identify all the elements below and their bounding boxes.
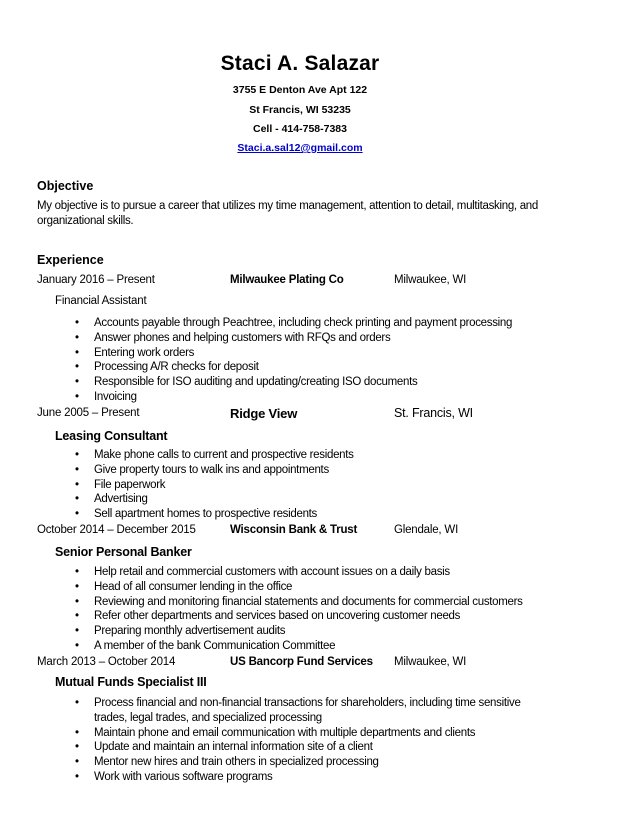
list-item: • File paperwork — [75, 478, 166, 491]
job-company: US Bancorp Fund Services — [230, 656, 373, 668]
list-item: • Process financial and non-financial transactions for shareholders, including time sensitive trades, legal trades, and specialized processing — [75, 697, 521, 724]
bullet-dot-icon: • — [75, 595, 79, 608]
bullet-dot-icon: • — [75, 508, 79, 521]
job-dates: March 2013 – October 2014 — [37, 656, 176, 668]
job-dates: October 2014 – December 2015 — [37, 524, 196, 536]
bullet-dot-icon: • — [75, 317, 79, 329]
list-item: • Update and maintain an internal information site of a client — [75, 741, 373, 754]
list-item: • Accounts payable through Peachtree, including check printing and payment processing — [75, 317, 513, 329]
list-item: • Processing A/R checks for deposit — [75, 361, 259, 374]
job-duties-list — [0, 565, 560, 654]
list-item: • Responsible for ISO auditing and updating/creating ISO documents — [75, 376, 418, 389]
job-role: Leasing Consultant — [55, 429, 168, 443]
list-item: • Answer phones and helping customers with RFQs and orders — [75, 331, 391, 344]
list-item: • Mentor new hires and train others in specialized processing — [75, 756, 379, 769]
job-role: Mutual Funds Specialist III — [55, 675, 207, 689]
list-item: • Sell apartment homes to prospective residents — [75, 508, 318, 521]
bullet-dot-icon: • — [75, 770, 79, 783]
list-item: • Preparing monthly advertisement audits — [75, 625, 286, 638]
bullet-dot-icon: • — [75, 697, 79, 709]
bullet-dot-icon: • — [75, 361, 79, 374]
list-item: • Advertising — [75, 493, 148, 506]
job-duties-list — [0, 448, 560, 522]
address-line-2: St Francis, WI 53235 — [249, 104, 351, 116]
job-location: Milwaukee, WI — [394, 274, 467, 286]
list-item: • Help retail and commercial customers with account issues on a daily basis — [75, 566, 450, 578]
job-company: Ridge View — [230, 406, 298, 421]
job-header — [37, 524, 597, 540]
job-header — [37, 407, 597, 423]
bullet-dot-icon: • — [75, 449, 79, 461]
job-header — [37, 274, 597, 290]
objective-heading: Objective — [37, 179, 94, 193]
bullet-dot-icon: • — [75, 756, 79, 769]
list-item: • Refer other departments and services based on uncovering customer needs — [75, 610, 461, 623]
phone-number: Cell - 414-758-7383 — [253, 123, 347, 135]
job-duties-list — [0, 316, 560, 405]
job-location: Glendale, WI — [394, 524, 459, 536]
email-link[interactable]: Staci.a.sal12@gmail.com — [237, 142, 363, 154]
bullet-dot-icon: • — [75, 376, 79, 389]
bullet-dot-icon: • — [75, 331, 79, 344]
job-dates: June 2005 – Present — [37, 407, 140, 419]
bullet-dot-icon: • — [75, 726, 79, 739]
list-item: • Entering work orders — [75, 346, 195, 359]
bullet-dot-icon: • — [75, 463, 79, 476]
job-dates: January 2016 – Present — [37, 274, 155, 286]
job-header — [37, 656, 597, 672]
list-item: • Make phone calls to current and prospective residents — [75, 449, 354, 461]
bullet-dot-icon: • — [75, 580, 79, 593]
bullet-dot-icon: • — [75, 346, 79, 359]
bullet-dot-icon: • — [75, 390, 79, 403]
bullet-dot-icon: • — [75, 478, 79, 491]
bullet-dot-icon: • — [75, 493, 79, 506]
bullet-dot-icon: • — [75, 566, 79, 578]
list-item: • A member of the bank Communication Committee — [75, 639, 336, 652]
job-role: Senior Personal Banker — [55, 545, 192, 559]
bullet-dot-icon: • — [75, 625, 79, 638]
list-item: • Head of all consumer lending in the office — [75, 580, 293, 593]
job-role: Financial Assistant — [55, 295, 147, 307]
bullet-dot-icon: • — [75, 610, 79, 623]
experience-heading: Experience — [37, 253, 104, 267]
job-location: Milwaukee, WI — [394, 656, 467, 668]
list-item: • Work with various software programs — [75, 770, 273, 783]
objective-text: My objective is to pursue a career that utilizes my time management, attention to detail, multitasking, and organizational skills. — [37, 200, 538, 227]
list-item: • Give property tours to walk ins and appointments — [75, 463, 329, 476]
job-company: Milwaukee Plating Co — [230, 274, 344, 286]
job-duties-list — [0, 696, 530, 785]
list-item: • Maintain phone and email communication with multiple departments and clients — [75, 726, 476, 739]
list-item: • Reviewing and monitoring financial statements and documents for commercial customers — [75, 595, 523, 608]
address-line-1: 3755 E Denton Ave Apt 122 — [232, 84, 368, 96]
job-company: Wisconsin Bank & Trust — [230, 524, 358, 536]
resume-name: Staci A. Salazar — [220, 52, 380, 75]
job-location: St. Francis, WI — [394, 406, 473, 420]
list-item: • Invoicing — [75, 390, 137, 403]
bullet-dot-icon: • — [75, 639, 79, 652]
bullet-dot-icon: • — [75, 741, 79, 754]
